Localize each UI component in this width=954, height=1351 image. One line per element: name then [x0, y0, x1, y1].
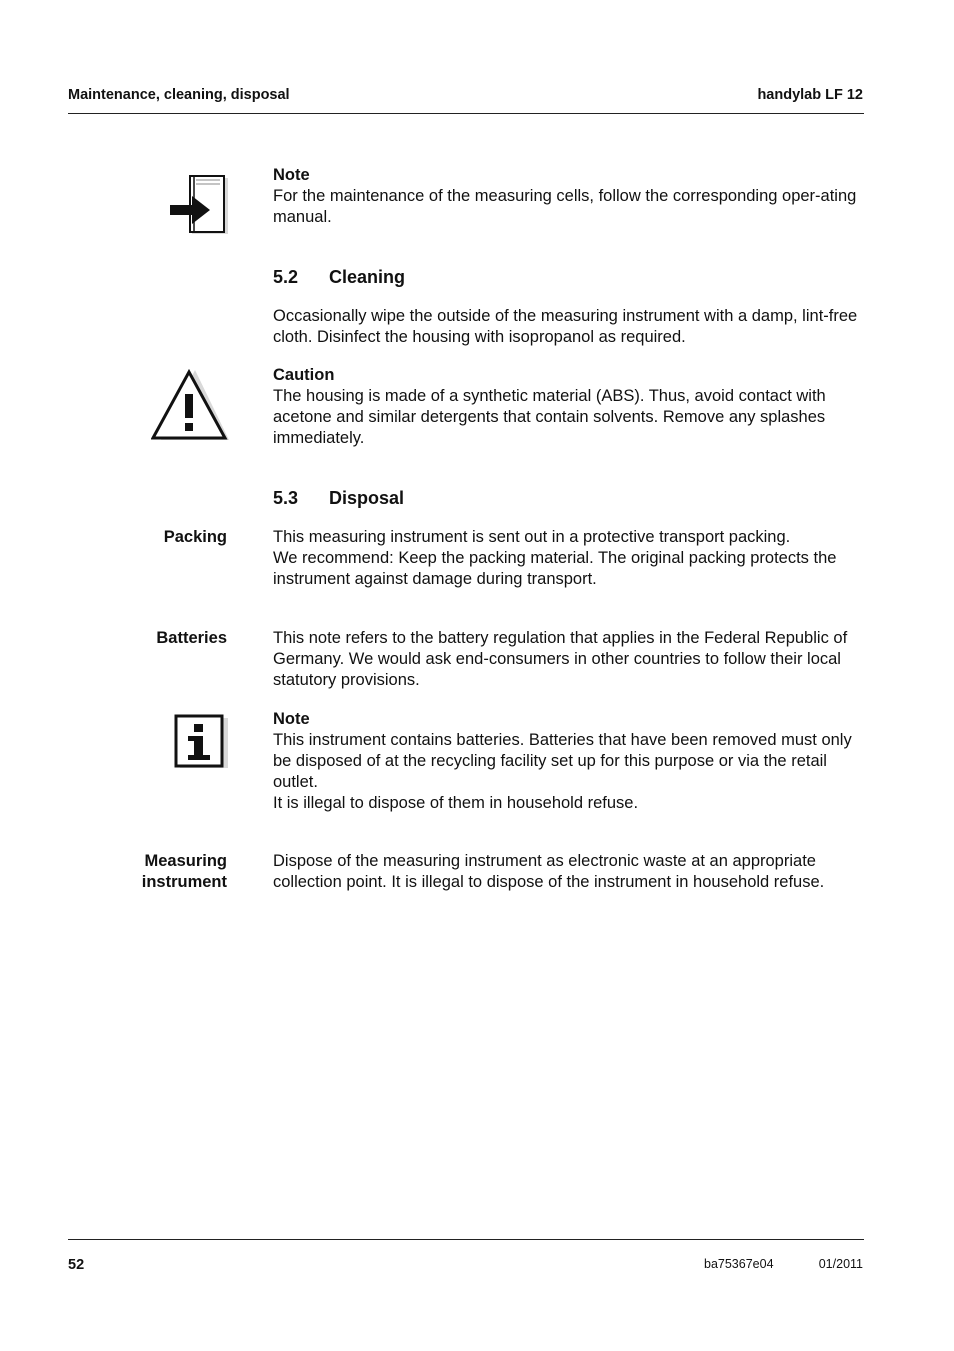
- note-title: Note: [273, 166, 310, 184]
- measuring-instrument-paragraph: [273, 851, 865, 893]
- footer-rule: [68, 1239, 864, 1240]
- cleaning-paragraph: [273, 306, 865, 348]
- note-title: Note: [273, 710, 310, 728]
- note-text: For the maintenance of the measuring cells, follow the corresponding oper-ating manual.: [273, 187, 857, 226]
- margin-label-measuring-instrument: [142, 851, 227, 893]
- note-text: This instrument contains batteries. Batteries that have been removed must only be disposed of at the recycling facility set up for this purpose or via the retail outlet.: [273, 731, 852, 791]
- section-heading-cleaning: [273, 267, 405, 288]
- measuring-instrument-text: Dispose of the measuring instrument as electronic waste at an appropriate collection point. It is illegal to dispose of the instrument in household refuse.: [273, 852, 825, 891]
- caution-text: The housing is made of a synthetic material (ABS). Thus, avoid contact with acetone and similar detergents that contain solvents. Remove any splashes immediately.: [273, 387, 826, 447]
- section-title: Disposal: [329, 488, 405, 508]
- label-line-2: instrument: [141, 873, 227, 891]
- page-number: 52: [68, 1257, 85, 1273]
- cleaning-text: Occasionally wipe the outside of the measuring instrument with a damp, lint-free cloth. Disinfect the housing with isopropanol as required.: [273, 307, 858, 346]
- section-number: 5.2: [273, 267, 299, 287]
- caution-block: [273, 365, 865, 449]
- packing-text-1: This measuring instrument is sent out in a protective transport packing.: [273, 528, 791, 546]
- batteries-text: This note refers to the battery regulation that applies in the Federal Republic of Germany. We would ask end-consumers in other countries to follow their local statutory provisions.: [273, 629, 848, 689]
- caution-title: Caution: [273, 366, 335, 384]
- running-header-left: Maintenance, cleaning, disposal: [68, 87, 290, 103]
- warning-triangle-icon: [151, 368, 231, 442]
- margin-label-batteries: Batteries: [156, 629, 227, 647]
- running-header-right: handylab LF 12: [757, 87, 863, 103]
- label-line-1: Measuring: [144, 852, 227, 870]
- note-batteries: [273, 709, 865, 814]
- note-maintenance: [273, 165, 865, 228]
- document-id: ba75367e04: [704, 1257, 774, 1271]
- publication-date: 01/2011: [818, 1257, 863, 1271]
- manual-reference-icon: [168, 172, 230, 236]
- packing-text-2: We recommend: Keep the packing material. The original packing protects the instrument against damage during transport.: [273, 549, 837, 588]
- packing-paragraph: [273, 527, 865, 590]
- section-title: Cleaning: [329, 267, 406, 287]
- margin-label-packing: Packing: [163, 528, 227, 546]
- info-icon: [174, 714, 230, 770]
- section-heading-disposal: [273, 488, 404, 509]
- note-text-2: It is illegal to dispose of them in household refuse.: [273, 794, 639, 812]
- section-number: 5.3: [273, 488, 299, 508]
- header-rule: [68, 113, 864, 114]
- batteries-paragraph: [273, 628, 865, 691]
